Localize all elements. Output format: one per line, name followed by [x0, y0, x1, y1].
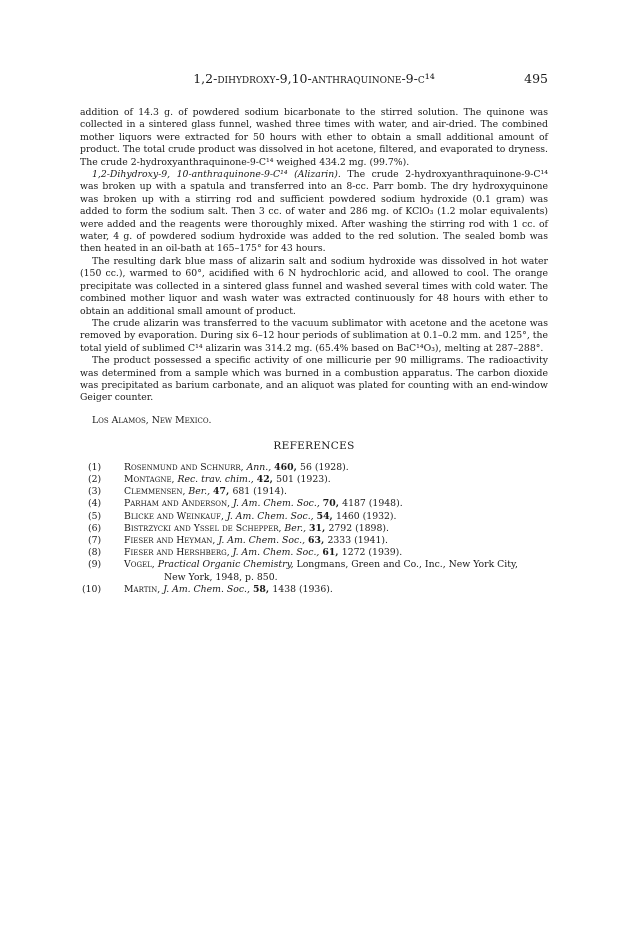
reference-details: 4187 (1948).: [342, 498, 403, 510]
reference-item: [80, 462, 548, 474]
reference-item: [80, 498, 548, 510]
paragraph-1: addition of 14.3 g. of powdered sodium bicarbonate to the stirred solution. The quinone was collected in a sintered glass funnel, washed three times with water, and air-dried. The combined mother liquors were extracted for 50 hours with ether to obtain a small additional amount of product. The total crude product was dissolved in hot acetone, filtered, and evaporated to dryness. The crude 2-hydroxyanthraquinone-9-C¹⁴ weighed 434.2 mg. (99.7%).: [80, 107, 548, 168]
reference-details: 501 (1923).: [276, 473, 331, 485]
reference-volume: 460,: [274, 461, 301, 473]
reference-journal: J. Am. Chem. Soc.,: [233, 498, 323, 510]
paragraph-2: [80, 169, 548, 256]
reference-volume: 63,: [308, 534, 328, 546]
reference-item: [80, 511, 548, 523]
reference-authors: Fieser and Heyman,: [124, 534, 219, 546]
page: [80, 71, 548, 596]
reference-item: [80, 547, 548, 559]
reference-number: (1): [88, 461, 102, 473]
reference-details: 2792 (1898).: [328, 522, 389, 534]
reference-journal: J. Am. Chem. Soc.,: [163, 583, 253, 595]
reference-volume: 47,: [213, 486, 233, 498]
reference-authors: Clemmensen,: [124, 486, 189, 498]
reference-volume: 54,: [316, 510, 337, 522]
reference-number: (5): [88, 510, 102, 522]
paragraph-2-text: The crude 2-hydroxyanthraquinone-9-C¹⁴ was broken up with a spatula and transferred into an 8-cc. Parr bomb. The dry hydroxyquinone was broken up with a stirring rod and sufficient powdered sodium hydroxide (0.1 gram) was added to form the sodium salt. Then 3 cc. of water and 286 mg. of KClO₃ (1.2 molar equivalents) were added and the reagents were thoroughly mixed. After washing the stirring rod with 1 cc. of water, 4 g. of powdered sodium hydroxide was added to the red solution. The sealed bomb was then heated in an oil-bath at 165–175° for 43 hours.: [80, 169, 548, 255]
reference-volume: 70,: [322, 498, 343, 510]
paragraph-4: The crude alizarin was transferred to the vacuum sublimator with acetone and the acetone was removed by evaporation. During six 6–12 hour periods of sublimation at 0.1–0.2 mm. and 125°, the total yield of sublimed C¹⁴ alizarin was 314.2 mg. (65.4% based on BaC¹⁴O₃), melting at 287–288°.: [80, 317, 548, 354]
reference-number: (10): [82, 583, 102, 595]
reference-journal: Ber.,: [284, 522, 310, 534]
reference-details: 1438 (1936).: [272, 583, 333, 595]
reference-item: [80, 486, 548, 498]
reference-number: (9): [88, 559, 102, 571]
reference-journal: Practical Organic Chemistry,: [157, 559, 297, 571]
reference-volume: 61,: [322, 547, 342, 559]
reference-journal: Ann.,: [246, 461, 275, 473]
reference-item: [80, 535, 548, 547]
reference-number: (6): [88, 522, 102, 534]
reference-volume: 58,: [252, 583, 273, 595]
reference-volume: 31,: [309, 522, 329, 534]
reference-details: 2333 (1941).: [327, 534, 388, 546]
reference-number: (4): [88, 498, 102, 510]
paragraph-3: The resulting dark blue mass of alizarin salt and sodium hydroxide was dissolved in hot water (150 cc.), warmed to 60°, acidified with 6 N hydrochloric acid, and allowed to cool. The orange precipitate was collected in a sintered glass funnel and washed several times with cold water. The combined mother liquor and wash water was extracted continuously for 48 hours with ether to obtain an additional small amount of product.: [80, 255, 548, 317]
references-title: REFERENCES: [273, 439, 355, 452]
reference-authors: Montagne,: [124, 473, 178, 485]
reference-journal: J. Am. Chem. Soc.,: [218, 534, 309, 546]
reference-authors: Rosenmund and Schnurr,: [124, 461, 247, 473]
page-number: 495: [524, 71, 548, 86]
reference-authors: Parham and Anderson,: [124, 498, 234, 510]
reference-item: [80, 584, 548, 596]
reference-number: (8): [88, 547, 102, 559]
reference-journal: J. Am. Chem. Soc.,: [226, 510, 317, 522]
reference-journal: Ber.,: [188, 486, 214, 498]
reference-details: Longmans, Green and Co., Inc., New York City,: [296, 559, 518, 571]
reference-authors: Martin,: [124, 583, 164, 595]
paragraph-5: The product possessed a specific activity of one millicurie per 90 milligrams. The radioactivity was determined from a sample which was burned in a combustion apparatus. The carbon dioxide was precipitated as barium carbonate, and an aliquot was plated for counting with an end-window Geiger counter.: [80, 355, 548, 404]
reference-item: [80, 474, 548, 486]
reference-volume: 42,: [256, 473, 277, 485]
reference-authors: Vogel,: [124, 559, 158, 571]
reference-item: [80, 559, 548, 583]
page-header: [80, 71, 548, 93]
reference-number: (3): [88, 486, 102, 498]
reference-item: [80, 523, 548, 535]
reference-authors: Fieser and Hershberg,: [124, 547, 233, 559]
reference-number: (2): [88, 473, 102, 485]
reference-authors: Bistrzycki and Yssel de Schepper,: [124, 522, 285, 534]
location: Los Alamos, New Mexico.: [92, 414, 212, 426]
reference-details: 681 (1914).: [232, 486, 288, 498]
reference-journal: J. Am. Chem. Soc.,: [232, 547, 323, 559]
reference-journal: Rec. trav. chim.,: [177, 473, 257, 485]
paragraph-2-title: 1,2-Dihydroxy-9, 10-anthraquinone-9-C¹⁴ (Alizarin).: [92, 169, 341, 181]
references-list: [80, 462, 548, 596]
reference-authors: Blicke and Weinkauf,: [124, 510, 227, 522]
reference-details: 56 (1928).: [300, 461, 349, 473]
running-title: 1,2-dihydroxy-9,10-anthraquinone-9-c¹⁴: [193, 71, 435, 86]
reference-details: 1272 (1939).: [341, 547, 403, 559]
reference-number: (7): [88, 534, 102, 546]
reference-continuation: New York, 1948, p. 850.: [164, 571, 278, 583]
body-text: [80, 107, 548, 405]
reference-details: 1460 (1932).: [336, 510, 397, 522]
